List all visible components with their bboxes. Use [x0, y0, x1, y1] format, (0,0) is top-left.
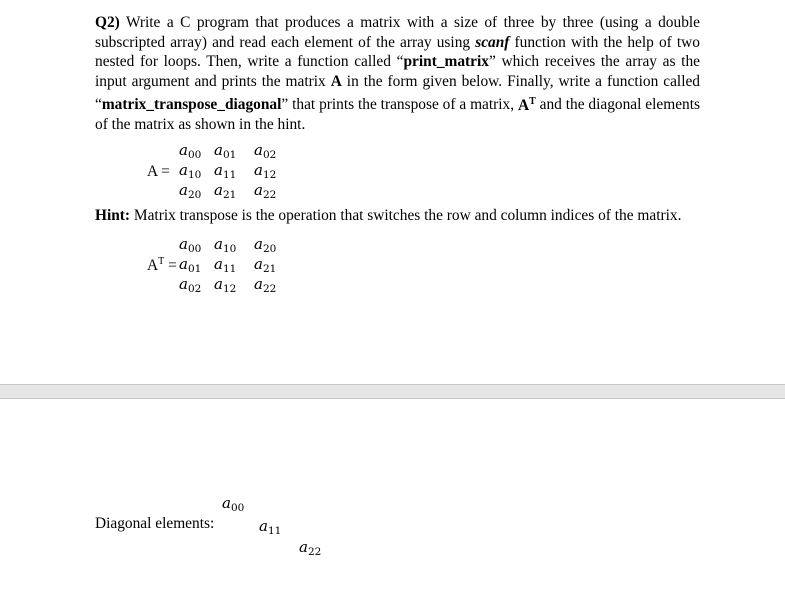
matrix-at-label-eq: =: [164, 257, 177, 275]
scanf-term: scanf: [475, 33, 510, 51]
hint-body: Matrix transpose is the operation that switches the row and column indices of the matrix.: [130, 207, 682, 224]
transpose-term-base: A: [517, 96, 530, 114]
matrix-a-element-00: $a_{00}$: [179, 141, 202, 161]
matrix-at-element-21: $a_{21}$: [254, 255, 277, 275]
matrix-at-element-00: $a_{00}$: [179, 235, 202, 255]
question-text-1: Write a C program that produces a matrix with a size of three by three (using a double subscripted array) and read each element of the array using: [95, 14, 700, 51]
page-separator: [0, 384, 785, 399]
matrix-a-term: A: [330, 72, 342, 90]
transpose-term-sup: T: [529, 95, 536, 107]
matrix-a-element-01: $a_{01}$: [214, 141, 237, 161]
diagonal-element-11: $a_{11}$: [259, 517, 282, 537]
question-text-6: and the diagonal elements of the matrix as shown in the hint.: [95, 96, 700, 134]
matrix-at-element-22: $a_{22}$: [254, 275, 277, 295]
question-text-3: ” which receives the array as the input argument and prints the matrix: [95, 53, 700, 90]
matrix-at-label: [147, 256, 177, 275]
matrix-a-element-11: $a_{11}$: [214, 161, 237, 181]
question-text-2: function with the help of two nested for loops. Then, write a function called “: [95, 33, 700, 71]
question-paragraph: [95, 13, 700, 135]
matrix-at-label-sup: T: [158, 256, 165, 267]
matrix-a-label: A =: [147, 163, 170, 180]
matrix-a-element-21: $a_{21}$: [214, 181, 237, 201]
print-matrix-term: print_matrix: [403, 53, 489, 71]
diagonal-element-00: $a_{00}$: [222, 494, 245, 514]
hint-text: [95, 207, 681, 225]
matrix-at-element-01: $a_{01}$: [179, 255, 202, 275]
matrix-at-label-base: A: [147, 257, 159, 275]
transpose-term: [518, 97, 536, 114]
question-label: Q2): [95, 14, 120, 31]
document-page-2: [0, 399, 785, 597]
diagonal-label: Diagonal elements:: [95, 515, 215, 532]
diagonal-element-22: $a_{22}$: [299, 538, 322, 558]
matrix-at-element-02: $a_{02}$: [179, 275, 202, 295]
hint-label: Hint:: [95, 207, 131, 224]
matrix-a-element-22: $a_{22}$: [254, 181, 277, 201]
question-text-5: ” that prints the transpose of a matrix,: [281, 96, 518, 114]
matrix-a-element-10: $a_{10}$: [179, 161, 202, 181]
question-text-4: in the form given below. Finally, write a function called “: [95, 72, 700, 114]
matrix-at-element-20: $a_{20}$: [254, 235, 277, 255]
matrix-at-element-12: $a_{12}$: [214, 275, 237, 295]
matrix-a-element-20: $a_{20}$: [179, 181, 202, 201]
matrix-at-element-10: $a_{10}$: [214, 235, 237, 255]
matrix-at-element-11: $a_{11}$: [214, 255, 237, 275]
matrix-a-element-12: $a_{12}$: [254, 161, 277, 181]
matrix-transpose-diagonal-term: matrix_transpose_diagonal: [101, 96, 282, 114]
matrix-a-element-02: $a_{02}$: [254, 141, 277, 161]
